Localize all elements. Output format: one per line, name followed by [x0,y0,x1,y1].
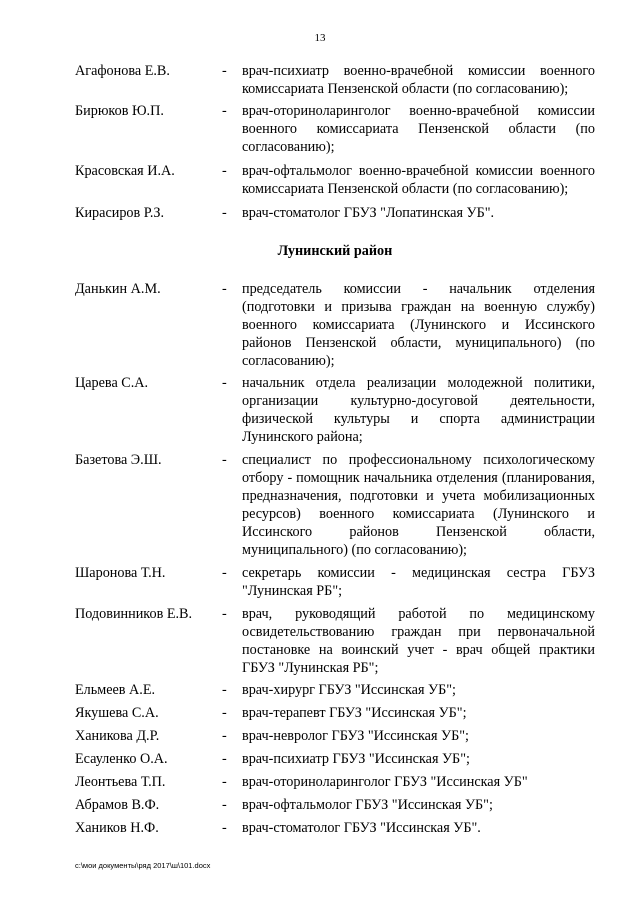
list-item [0,374,640,446]
dash-separator: - [222,375,227,391]
commission-list [0,62,640,837]
list-item [0,162,640,198]
dash-separator: - [222,751,227,767]
member-name: Бирюков Ю.П. [75,103,164,119]
member-name: Есауленко О.А. [75,751,168,767]
member-name: Кирасиров Р.З. [75,205,165,221]
member-name: Подовинников Е.В. [75,606,193,622]
member-role: врач-терапевт ГБУЗ "Иссинская УБ"; [242,705,467,721]
dash-separator: - [222,606,227,622]
list-item [0,750,640,768]
member-name: Базетова Э.Ш. [75,452,162,468]
dash-separator: - [222,820,227,836]
dash-separator: - [222,163,227,179]
member-role: врач-невролог ГБУЗ "Иссинская УБ"; [242,728,469,744]
list-item [0,451,640,559]
dash-separator: - [222,103,227,119]
member-role: врач-оториноларинголог военно-врачебной комиссии военного комиссариата Пензенской области (по согласованию); [242,103,595,155]
list-item [0,704,640,722]
member-role: врач-офтальмолог ГБУЗ "Иссинская УБ"; [242,797,493,813]
list-item [0,564,640,600]
member-name: Абрамов В.Ф. [75,797,160,813]
member-role: врач-психиатр ГБУЗ "Иссинская УБ"; [242,751,470,767]
dash-separator: - [222,774,227,790]
list-item [0,204,640,222]
member-name: Хаников Н.Ф. [75,820,159,836]
dash-separator: - [222,63,227,79]
member-role: врач-оториноларинголог ГБУЗ "Иссинская УБ" [242,774,528,790]
member-name: Ельмеев А.Е. [75,682,156,698]
file-path-footer: c:\мои документы\ряд 2017\ш\101.docx [75,861,211,870]
list-item [0,102,640,156]
member-role: председатель комиссии - начальник отделения (подготовки и призыва граждан на военную службу) военного комиссариата (Лунинского и Иссинского районов Пензенской области, муниципального) (по согласованию); [242,281,595,369]
member-name: Агафонова Е.В. [75,63,170,79]
dash-separator: - [222,205,227,221]
member-role: врач-стоматолог ГБУЗ "Иссинская УБ". [242,820,481,836]
dash-separator: - [222,682,227,698]
member-name: Леонтьева Т.П. [75,774,166,790]
dash-separator: - [222,728,227,744]
list-item [0,819,640,837]
list-item [0,681,640,699]
member-role: врач-психиатр военно-врачебной комиссии военного комиссариата Пензенской области (по согласованию); [242,63,595,97]
list-item [0,796,640,814]
member-role: врач-стоматолог ГБУЗ "Лопатинская УБ". [242,205,495,221]
member-name: Якушева С.А. [75,705,159,721]
member-name: Данькин А.М. [75,281,161,297]
member-role: врач-хирург ГБУЗ "Иссинская УБ"; [242,682,456,698]
member-name: Шаронова Т.Н. [75,565,166,581]
member-role: секретарь комиссии - медицинская сестра ГБУЗ "Лунинская РБ"; [242,565,595,599]
dash-separator: - [222,281,227,297]
member-role: врач-офтальмолог военно-врачебной комиссии военного комиссариата Пензенской области (по согласованию); [242,163,595,197]
member-role: начальник отдела реализации молодежной политики, организации культурно-досуговой деятельности, физической культуры и спорта администрации Лунинского района; [242,375,595,445]
dash-separator: - [222,705,227,721]
member-name: Красовская И.А. [75,163,175,179]
page-number: 13 [314,32,326,44]
list-item [0,773,640,791]
list-item [0,605,640,677]
member-role: специалист по профессиональному психологическому отбору - помощник начальника отделения (планирования, предназначения, подготовки и учета мобилизационных ресурсов) военного комиссариата (Лунинского и Иссинского районов Пензенской области, муниципального) (по согласованию); [242,452,595,558]
member-role: врач, руководящий работой по медицинскому освидетельствованию граждан при первоначальной постановке на воинский учет - врач общей практики ГБУЗ "Лунинская РБ"; [242,606,595,676]
section-title: Лунинский район [277,243,393,259]
member-name: Ханикова Д.Р. [75,728,160,744]
list-item [0,280,640,370]
list-item [0,727,640,745]
dash-separator: - [222,452,227,468]
dash-separator: - [222,565,227,581]
dash-separator: - [222,797,227,813]
list-item [0,62,640,98]
member-name: Царева С.А. [75,375,149,391]
